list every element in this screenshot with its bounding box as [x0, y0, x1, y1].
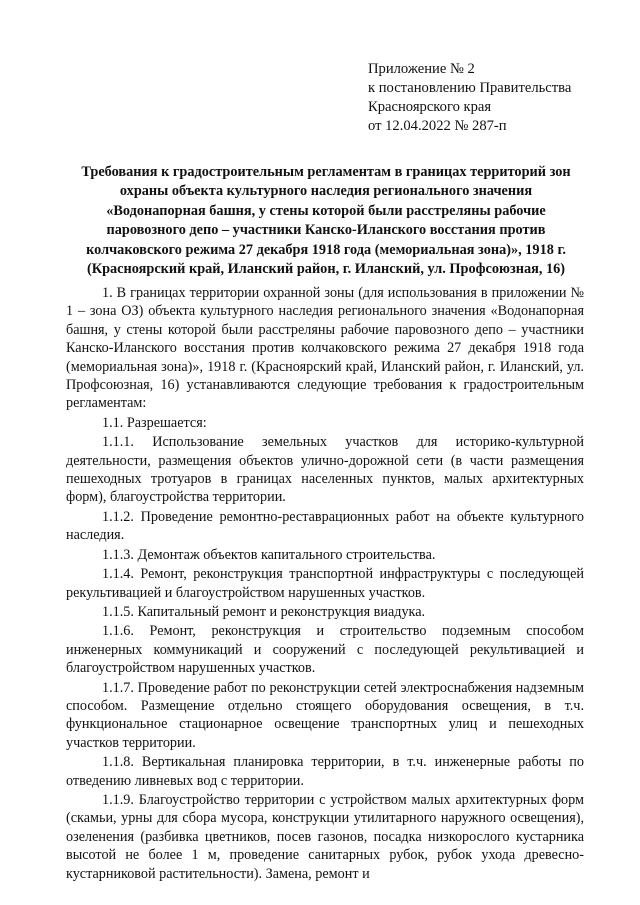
header-date-number: от 12.04.2022 № 287-п	[368, 118, 507, 134]
title-line: Требования к градостроительным регламентам в границах территорий зон	[81, 164, 571, 180]
paragraph-1-1-5: 1.1.5. Капитальный ремонт и реконструкция виадука.	[102, 603, 426, 620]
title-line: «Водонапорная башня, у стены которой были расстреляны рабочие	[106, 202, 546, 219]
title-line: паровозного депо – участники Канско-Иланского восстания против	[106, 222, 546, 239]
paragraph-1: 1. В границах территории охранной зоны (для использования в приложении № 1 – зона ОЗ) объекта культурного наследия регионального значения «Водонапорная башня, у стены которой были расстреляны рабочие паровозного депо – участники Канско-Иланского восстания против колчаковского режима 27 декабря 1918 года (мемориальная зона)», 1918 г. (Красноярский край, Иланский район, г. Иланский, ул. Профсоюзная, 16) устанавливаются следующие требования к градостроительным регламентам:	[66, 285, 584, 412]
paragraph-1-1-9: 1.1.9. Благоустройство территории с устройством малых архитектурных форм (скамьи, урны для сбора мусора, конструкции утилитарного наружного освещения), озеленения (разбивка цветников, посев газонов, посадка низкорослого кустарника высотой не более 1 м, проведение санитарных рубок, рубок ухода древесно-кустарниковой растительности). Замена, ремонт и	[66, 791, 584, 882]
header-resolution-ref: к постановлению Правительства	[368, 80, 572, 96]
header-appendix-number: Приложение № 2	[368, 61, 475, 77]
paragraph-1-1-1: 1.1.1. Использование земельных участков для историко-культурной деятельности, размещения объектов улично-дорожной сети (в части размещения пешеходных тротуаров в границах населенных пунктов, малых архитектурных форм), благоустройства территории.	[66, 434, 584, 506]
paragraph-1-1-2: 1.1.2. Проведение ремонтно-реставрационных работ на объекте культурного наследия.	[66, 508, 584, 544]
paragraph-1-1-3: 1.1.3. Демонтаж объектов капитального строительства.	[102, 546, 436, 563]
paragraph-1-1-4: 1.1.4. Ремонт, реконструкция транспортной инфраструктуры с последующей рекультивацией и благоустройством нарушенных участков.	[66, 566, 584, 601]
document-body	[66, 284, 584, 884]
header-region: Красноярского края	[368, 99, 492, 115]
title-line: (Красноярский край, Иланский район, г. Иланский, ул. Профсоюзная, 16)	[86, 261, 566, 278]
title-line: колчаковского режима 27 декабря 1918 года (мемориальная зона)», 1918 г.	[86, 241, 566, 258]
document-header	[368, 60, 618, 136]
paragraph-1-1-8: 1.1.8. Вертикальная планировка территории, в т.ч. инженерные работы по отведению ливневых вод с территории.	[66, 754, 584, 789]
paragraph-1-1-7: 1.1.7. Проведение работ по реконструкции сетей электроснабжения надземным способом. Размещение отдельно стоящего оборудования освещения, в т.ч. функциональное стационарное освещение транспортных улиц и пешеходных участков территории.	[66, 679, 584, 751]
paragraph-1-1: 1.1. Разрешается:	[102, 414, 207, 431]
title-line: охраны объекта культурного наследия регионального значения	[119, 183, 533, 200]
paragraph-1-1-6: 1.1.6. Ремонт, реконструкция и строительство подземным способом инженерных коммуникаций и сооружений с последующей рекультивацией и благоустройством нарушенных участков.	[66, 623, 584, 677]
document-title	[52, 163, 600, 279]
